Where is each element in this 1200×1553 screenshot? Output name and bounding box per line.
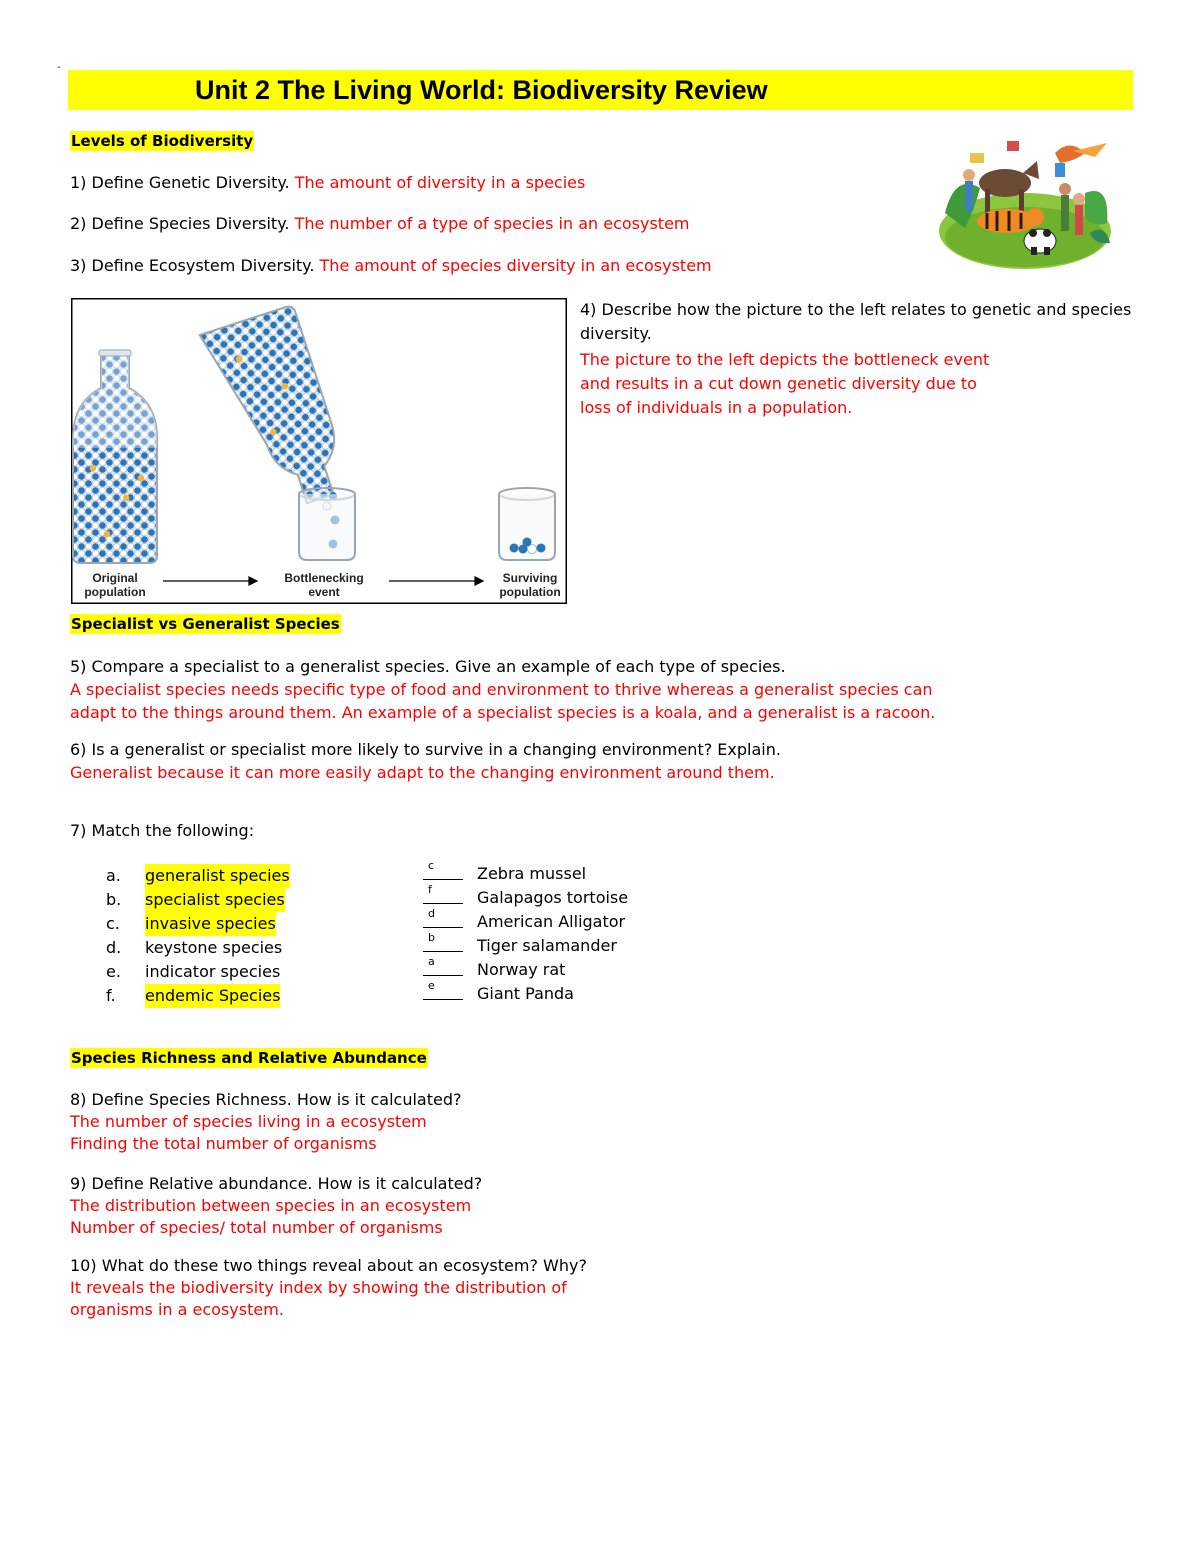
answer-6: Generalist because it can more easily adapt to the changing environment around them. <box>70 763 775 782</box>
matching-answer-row <box>423 907 723 934</box>
species-name: Norway rat <box>477 960 566 979</box>
question-1 <box>70 173 585 193</box>
answer-10-line2: organisms in a ecosystem. <box>70 1300 284 1319</box>
caption-surviving-line1: Surviving <box>502 571 558 585</box>
answer-5-line2: adapt to the things around them. An example of a specialist species is a koala, and a generalist is a racoon. <box>70 703 936 722</box>
section-heading-richness: Species Richness and Relative Abundance <box>71 1049 427 1067</box>
species-name: Galapagos tortoise <box>477 888 629 907</box>
answer-5-line1: A specialist species needs specific type of food and environment to thrive whereas a generalist species can <box>70 680 933 699</box>
question-9 <box>70 1173 482 1239</box>
answer-4-line2: and results in a cut down genetic diversity due to <box>580 374 977 393</box>
question-3-text: 3) Define Ecosystem Diversity. <box>70 256 315 275</box>
caption-surviving <box>490 571 570 599</box>
section-heading-levels: Levels of Biodiversity <box>71 132 254 150</box>
matching-term-label: indicator species <box>145 962 281 981</box>
species-name: Giant Panda <box>477 984 574 1003</box>
caption-original-line2: population <box>84 585 146 599</box>
answer-2: The number of a type of species in an ecosystem <box>294 214 690 233</box>
question-4-line2: diversity. <box>580 324 652 343</box>
matching-term-letter: b. <box>106 890 122 909</box>
section-heading-specialist: Specialist vs Generalist Species <box>71 615 340 633</box>
matching-term-label: generalist species <box>145 864 290 888</box>
matching-term <box>70 960 330 984</box>
matching-term <box>70 864 330 888</box>
matching-term-label: invasive species <box>145 912 276 936</box>
question-8-text: 8) Define Species Richness. How is it calculated? <box>70 1090 462 1109</box>
question-2-text: 2) Define Species Diversity. <box>70 214 290 233</box>
question-5-text: 5) Compare a specialist to a generalist species. Give an example of each type of species. <box>70 657 786 676</box>
matching-answer-row <box>423 979 723 1006</box>
matching-term <box>70 936 330 960</box>
question-9-text: 9) Define Relative abundance. How is it calculated? <box>70 1174 483 1193</box>
bottleneck-figure <box>71 298 567 604</box>
question-3 <box>70 256 712 276</box>
answer-1: The amount of diversity in a species <box>294 173 586 192</box>
answer-9-line2: Number of species/ total number of organisms <box>70 1218 443 1237</box>
matching-term-label: specialist species <box>145 888 285 912</box>
answer-letter: e <box>428 979 435 992</box>
answer-letter: b <box>428 931 435 944</box>
species-name: American Alligator <box>477 912 626 931</box>
species-name: Zebra mussel <box>477 864 587 883</box>
matching-term-letter: c. <box>106 914 120 933</box>
answer-letter: c <box>428 859 435 872</box>
matching-answer-row <box>423 931 723 958</box>
answer-3: The amount of species diversity in an ecosystem <box>319 256 712 275</box>
matching-term <box>70 912 330 936</box>
question-10 <box>70 1255 587 1321</box>
caption-bottleneck-line2: event <box>308 585 340 599</box>
page-title: Unit 2 The Living World: Biodiversity Review <box>195 75 768 105</box>
question-8 <box>70 1089 461 1155</box>
matching-term-label: keystone species <box>145 938 283 957</box>
matching-term <box>70 888 330 912</box>
species-name: Tiger salamander <box>477 936 617 955</box>
question-1-text: 1) Define Genetic Diversity. <box>70 173 290 192</box>
caption-original <box>75 571 155 599</box>
caption-bottleneck <box>274 571 374 599</box>
caption-surviving-line2: population <box>499 585 561 599</box>
matching-term-letter: a. <box>106 866 121 885</box>
caption-original-line1: Original <box>92 571 138 585</box>
biodiversity-illustration <box>935 133 1115 273</box>
matching-term-label: endemic Species <box>145 984 280 1008</box>
matching-term <box>70 984 330 1008</box>
answer-8-line2: Finding the total number of organisms <box>70 1134 377 1153</box>
matching-answers <box>423 859 743 1012</box>
question-10-text: 10) What do these two things reveal about an ecosystem? Why? <box>70 1256 587 1275</box>
answer-4-line3: loss of individuals in a population. <box>580 398 853 417</box>
matching-terms <box>70 864 350 1014</box>
question-6-text: 6) Is a generalist or specialist more likely to survive in a changing environment? Explain. <box>70 740 781 759</box>
answer-8-line1: The number of species living in a ecosystem <box>70 1112 427 1131</box>
question-2 <box>70 214 690 234</box>
matching-answer-row <box>423 883 723 910</box>
question-4-line1: 4) Describe how the picture to the left relates to genetic and species <box>580 300 1132 319</box>
matching-term-letter: d. <box>106 938 122 957</box>
question-7-text: 7) Match the following: <box>70 821 255 840</box>
answer-9-line1: The distribution between species in an ecosystem <box>70 1196 472 1215</box>
middle-cup <box>299 488 355 560</box>
answer-10-line1: It reveals the biodiversity index by showing the distribution of <box>70 1278 567 1297</box>
matching-answer-row <box>423 859 723 886</box>
answer-4-line1: The picture to the left depicts the bottleneck event <box>580 350 990 369</box>
matching-term-letter: e. <box>106 962 121 981</box>
answer-letter: a <box>428 955 435 968</box>
question-5 <box>70 655 935 724</box>
stray-mark: - <box>57 62 61 73</box>
question-6 <box>70 738 781 784</box>
answer-letter: f <box>428 883 432 896</box>
matching-term-letter: f. <box>106 986 116 1005</box>
answer-letter: d <box>428 907 435 920</box>
right-cup <box>499 488 555 560</box>
question-4 <box>580 298 1131 420</box>
caption-bottleneck-line1: Bottlenecking <box>284 571 364 585</box>
matching-answer-row <box>423 955 723 982</box>
